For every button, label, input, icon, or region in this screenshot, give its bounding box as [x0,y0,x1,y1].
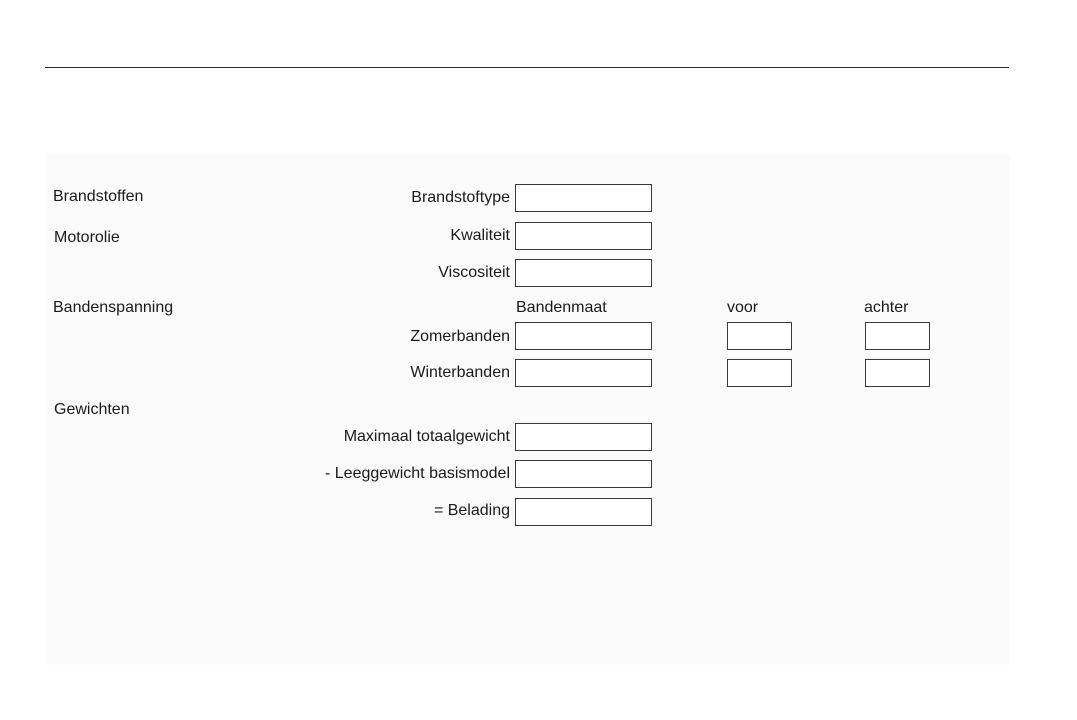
tyre-rear-header: achter [864,299,909,316]
oil-viscosity-label: Viscositeit [438,264,510,281]
empty-weight-field[interactable] [515,460,652,488]
load-label: = Belading [433,502,510,519]
fuel-type-field[interactable] [515,184,652,212]
max-total-weight-field[interactable] [515,423,652,451]
section-tyre-pressure: Bandenspanning [53,299,174,316]
tyre-size-header: Bandenmaat [516,299,607,316]
load-field[interactable] [515,498,652,526]
summer-tyres-front-field[interactable] [727,322,792,350]
winter-tyres-size-field[interactable] [515,359,652,387]
summer-tyres-size-field[interactable] [515,322,652,350]
section-weights: Gewichten [54,401,130,418]
section-engine-oil: Motorolie [54,229,120,246]
tyre-front-header: voor [727,299,759,316]
section-fuel: Brandstoffen [53,188,144,205]
top-rule [45,67,1009,68]
oil-viscosity-field[interactable] [515,259,652,287]
winter-tyres-rear-field[interactable] [865,359,930,387]
winter-tyres-front-field[interactable] [727,359,792,387]
summer-tyres-rear-field[interactable] [865,322,930,350]
max-total-weight-label: Maximaal totaalgewicht [343,428,510,445]
oil-quality-field[interactable] [515,222,652,250]
empty-weight-label: - Leeggewicht basismodel [325,465,510,482]
summer-tyres-label: Zomerbanden [410,328,510,345]
winter-tyres-label: Winterbanden [410,364,510,381]
oil-quality-label: Kwaliteit [450,227,510,244]
fuel-type-label: Brandstoftype [411,189,510,206]
